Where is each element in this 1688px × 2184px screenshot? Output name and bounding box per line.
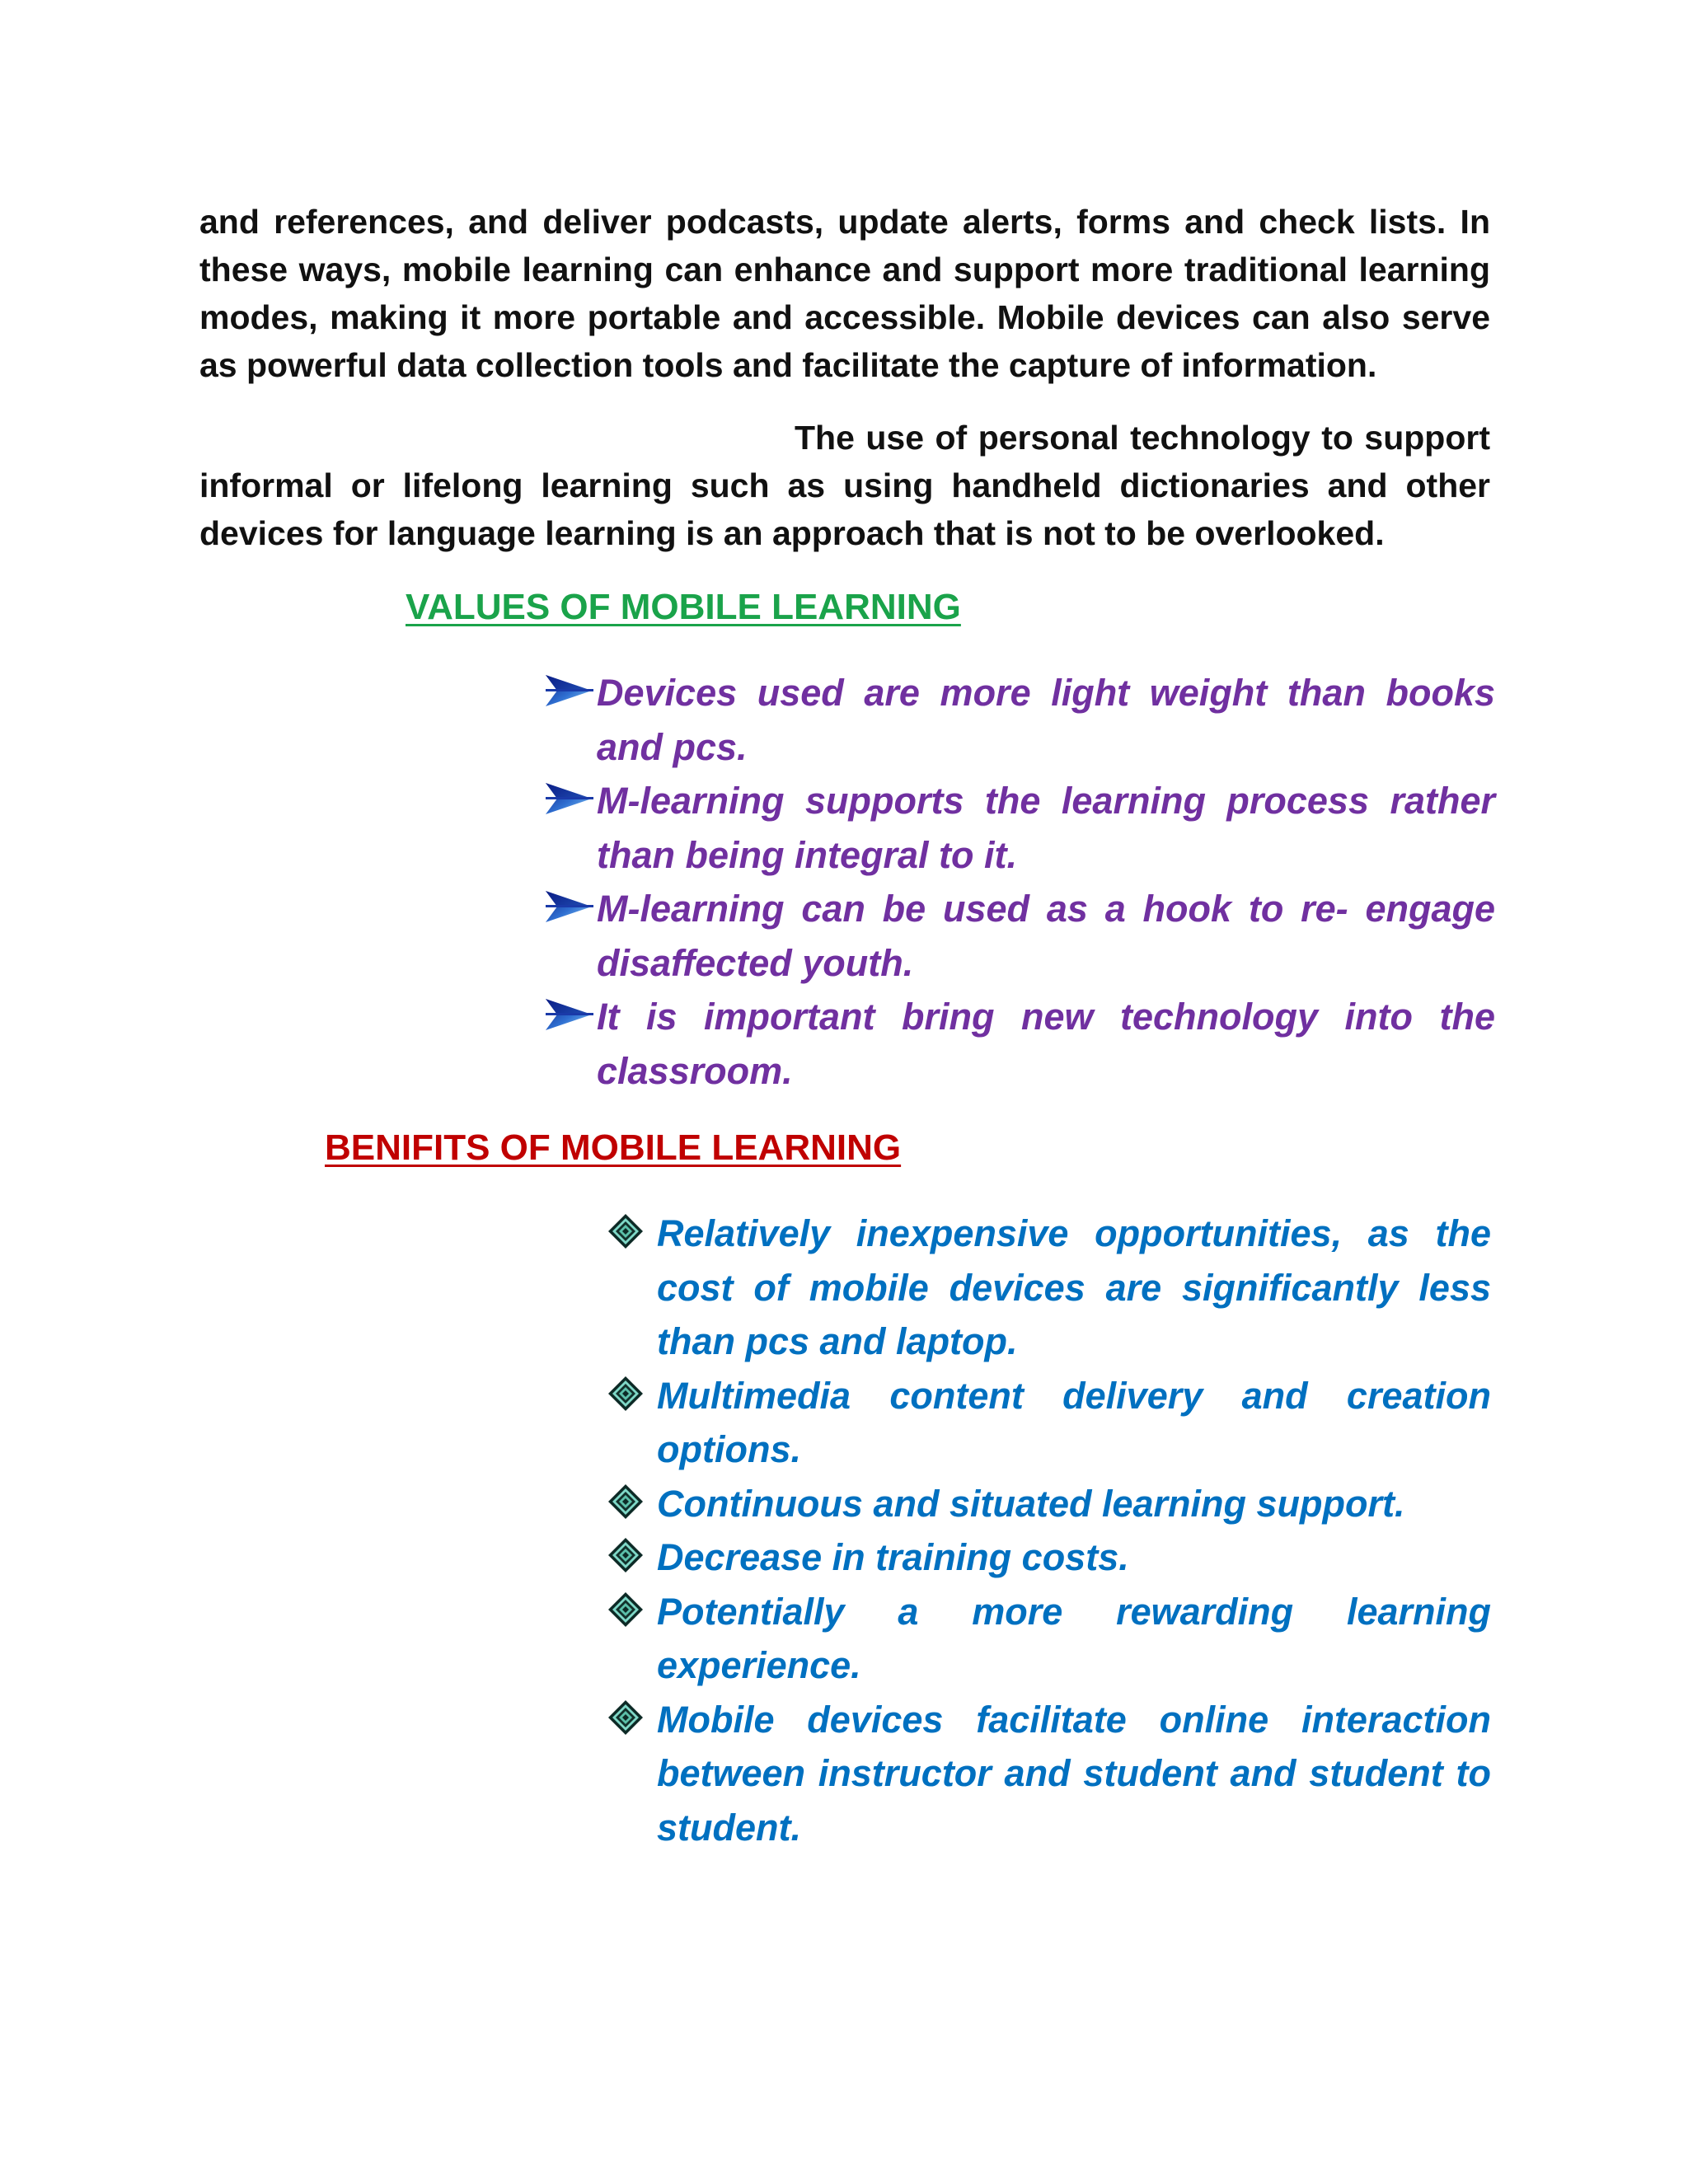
arrow-bullet-icon: [544, 996, 595, 1033]
values-list-item: [597, 882, 1495, 990]
values-list-item: [597, 666, 1495, 774]
body-paragraph: The use of personal technology to support informal or lifelong learning such as using handheld dictionaries and other devices for language learning is an approach that is not to be overlooked.: [199, 419, 1490, 552]
benefits-list-item: [657, 1369, 1491, 1477]
arrow-bullet-icon: [544, 673, 595, 709]
values-list-item: [597, 990, 1495, 1098]
values-list-item: [597, 774, 1495, 882]
benefits-list-item: [657, 1585, 1491, 1693]
values-item-text: It is important bring new technology into the classroom.: [597, 996, 1495, 1092]
arrow-bullet-icon: [544, 780, 595, 817]
values-item-text: M-learning can be used as a hook to re- engage disaffected youth.: [597, 888, 1495, 984]
values-item-text: Devices used are more light weight than books and pcs.: [597, 672, 1495, 768]
diamond-bullet-icon: [607, 1376, 644, 1412]
benefits-item-text: Continuous and situated learning support.: [657, 1482, 1405, 1525]
benefits-list: [657, 1207, 1491, 1854]
diamond-bullet-icon: [607, 1699, 644, 1736]
diamond-bullet-icon: [607, 1483, 644, 1520]
values-item-text: M-learning supports the learning process rather than being integral to it.: [597, 780, 1495, 876]
benefits-item-text: Multimedia content delivery and creation options.: [657, 1374, 1491, 1470]
benefits-heading: BENIFITS OF MOBILE LEARNING: [325, 1127, 902, 1168]
benefits-list-item: [657, 1693, 1491, 1855]
diamond-bullet-icon: [607, 1213, 644, 1249]
diamond-bullet-icon: [607, 1591, 644, 1628]
values-heading: VALUES OF MOBILE LEARNING: [406, 587, 961, 627]
benefits-item-text: Mobile devices facilitate online interaction between instructor and student and student to student.: [657, 1698, 1491, 1849]
diamond-bullet-icon: [607, 1537, 644, 1573]
arrow-bullet-icon: [544, 888, 595, 925]
benefits-list-item: [657, 1207, 1491, 1369]
body-paragraph: and references, and deliver podcasts, update alerts, forms and check lists. In these ways, mobile learning can enhance and support more traditional learning modes, making it more portable and accessible. Mobile devices can also serve as powerful data collection tools and facilitate the capture of information.: [199, 203, 1490, 384]
benefits-item-text: Potentially a more rewarding learning experience.: [657, 1590, 1491, 1686]
values-list: [597, 666, 1495, 1098]
benefits-item-text: Relatively inexpensive opportunities, as the cost of mobile devices are significantly less than pcs and laptop.: [657, 1212, 1491, 1362]
benefits-list-item: [657, 1530, 1491, 1585]
benefits-item-text: Decrease in training costs.: [657, 1536, 1129, 1578]
benefits-list-item: [657, 1477, 1491, 1531]
